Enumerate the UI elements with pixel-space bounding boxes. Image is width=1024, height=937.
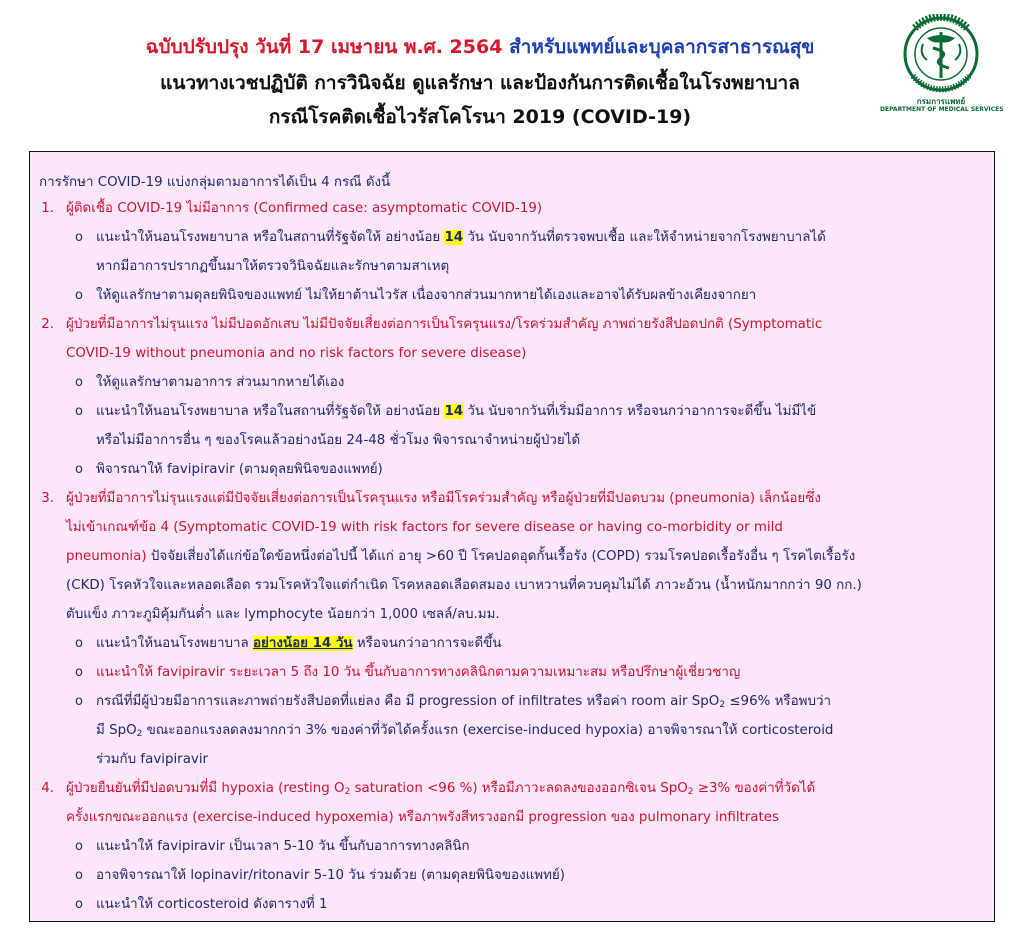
case-3-risk-factors-2: (CKD) โรคหัวใจและหลอดเลือด รวมโรคหัวใจแต่กำเนิด โรคหลอดเลือดสมอง เบาหวานที่ควบคุมไม่ได้ ภาวะอ้วน (น้ำหนักมากกว่า 90 กก.) [66,578,862,593]
header-line-2: แนวทางเวชปฏิบัติ การวินิจฉัย ดูแลรักษา และป้องกันการติดเชื้อในโรงพยาบาล [160,72,800,94]
bullet-icon: o [75,288,83,303]
case-3-bullet-3-cont2: ร่วมกับ favipiravir [96,752,209,767]
header-line-1 [0,32,960,62]
audience: สำหรับแพทย์และบุคลากรสาธารณสุข [509,36,815,58]
case-1-bullet-1-cont: หากมีอาการปรากฏขึ้นมาให้ตรวจวินิจฉัยและรักษาตามสาเหตุ [96,259,450,274]
case-2-bullet-2-cont: หรือไม่มีอาการอื่น ๆ ของโรคแล้วอย่างน้อย 24-48 ชั่วโมง พิจารณาจำหน่ายผู้ป่วยได้ [96,433,581,448]
header-line-3: กรณีโรคติดเชื้อไวรัสโคโรนา 2019 (COVID-19) [268,106,692,128]
bullet-icon: o [75,230,83,245]
bullet-icon: o [75,665,83,680]
case-3-risk-factors-1: pneumonia) ปัจจัยเสี่ยงได้แก่ข้อใดข้อหนึ่งต่อไปนี้ ได้แก่ อายุ >60 ปี โรคปอดอุดกั้นเรื้อรัง (COPD) รวมโรคปอดเรื้อรังอื่น ๆ โรคไตเรื้อรัง [66,549,856,564]
intro-text: การรักษา COVID-19 แบ่งกลุ่มตามอาการได้เป็น 4 กรณี ดังนี้ [39,175,391,190]
department-english-name: DEPARTMENT OF MEDICAL SERVICES [880,106,1004,113]
revision-date: ฉบับปรับปรุง วันที่ 17 เมษายน พ.ศ. 2564 [145,36,503,58]
bullet-icon: o [75,694,83,709]
case-3-heading-cont: ไม่เข้าเกณฑ์ข้อ 4 (Symptomatic COVID-19 with risk factors for severe disease or having co-morbidity or mild [66,520,783,535]
bullet-icon: o [75,404,83,419]
case-3-risk-factors-3: ตับแข็ง ภาวะภูมิคุ้มกันต่ำ และ lymphocyte น้อยกว่า 1,000 เซลล์/ลบ.มม. [66,607,500,622]
bullet-icon: o [75,462,83,477]
bullet-icon: o [75,897,83,912]
bullet-icon: o [75,375,83,390]
case-4-heading-cont: ครั้งแรกขณะออกแรง (exercise-induced hypoxemia) หรือภาพรังสีทรวงอกมี progression ของ pulmonary infiltrates [66,810,779,825]
document-header [0,0,1024,150]
case-3-bullet-3-cont: มี SpO2 ขณะออกแรงลดลงมากกว่า 3% ของค่าที่วัดได้ครั้งแรก (exercise-induced hypoxia) อาจพิจารณาให้ corticosteroid [96,723,834,739]
bullet-icon: o [75,868,83,883]
case-2-heading-cont: COVID-19 without pneumonia and no risk factors for severe disease) [66,346,527,361]
bullet-icon: o [75,839,83,854]
bullet-icon: o [75,636,83,651]
department-thai-name: กรมการแพทย์ [916,97,966,106]
treatment-guideline-box: การรักษา COVID-19 แบ่งกลุ่มตามอาการได้เป็น 4 กรณี ดังนี้ 1. ผู้ติดเชื้อ COVID-19 ไม่มีอาการ (Confirmed case: asymptomatic COVID-19) o แนะนำให้นอนโรงพยาบาล หรือในสถานที่รัฐจัดให้ อย่างน้อย 14 วัน นับจากวันที่ตรวจพบเชื้อ และให้จำหน่ายจากโรงพยาบาลได้ หากมีอาการปรากฏขึ้นมาให้ตรวจวินิจฉัยและรักษาตามสาเหตุ o ให้ดูแลรักษาตามดุลยพินิจของแพทย์ ไม่ให้ยาต้านไวรัส เนื่องจากส่วนมากหายได้เองและอาจได้รับผลข้างเคียงจากยา 2. ผู้ป่วยที่มีอาการไม่รุนแรง ไม่มีปอดอักเสบ ไม่มีปัจจัยเสี่ยงต่อการเป็นโรครุนแรง/โรคร่วมสำคัญ ภาพถ่ายรังสีปอดปกติ (Symptomatic COVID-19 without pneumonia and no risk factors for severe disease) o ให้ดูแลรักษาตามอาการ ส่วนมากหายได้เอง o แนะนำให้นอนโรงพยาบาล หรือในสถานที่รัฐจัดให้ อย่างน้อย 14 วัน นับจากวันที่เริ่มมีอาการ หรือจนกว่าอาการจะดีขึ้น ไม่มีไข้ หรือไม่มีอาการอื่น ๆ ของโรคแล้วอย่างน้อย 24-48 ชั่วโมง พิจารณาจำหน่ายผู้ป่วยได้ o พิจารณาให้ favipiravir (ตามดุลยพินิจของแพทย์) 3. ผู้ป่วยที่มีอาการไม่รุนแรงแต่มีปัจจัยเสี่ยงต่อการเป็นโรครุนแรง หรือมีโรคร่วมสำคัญ หรือผู้ป่วยที่มีปอดบวม (pneumonia) เล็กน้อยซึ่ง ไม่เข้าเกณฑ์ข้อ 4 (Symptomatic COVID-19 with risk factors for severe disease or having co-morbidity or mild pneumonia) ปัจจัยเสี่ยงได้แก่ข้อใดข้อหนึ่งต่อไปนี้ ได้แก่ อายุ >60 ปี โรคปอดอุดกั้นเรื้อรัง (COPD) รวมโรคปอดเรื้อรังอื่น ๆ โรคไตเรื้อรัง (CKD) โรคหัวใจและหลอดเลือด รวมโรคหัวใจแต่กำเนิด โรคหลอดเลือดสมอง เบาหวานที่ควบคุมไม่ได้ ภาวะอ้วน (น้ำหนักมากกว่า 90 กก.) ตับแข็ง ภาวะภูมิคุ้มกันต่ำ และ lymphocyte น้อยกว่า 1,000 เซลล์/ลบ.มม. o แนะนำให้นอนโรงพยาบาล อย่างน้อย 14 วัน หรือจนกว่าอาการจะดีขึ้น o แนะนำให้ favipiravir ระยะเวลา 5 ถึง 10 วัน ขึ้นกับอาการทางคลินิกตามความเหมาะสม หรือปรึกษาผู้เชี่ยวชาญ o กรณีที่มีผู้ป่วยมีอาการและภาพถ่ายรังสีปอดที่แย่ลง คือ มี progression of infiltrates หรือค่า room air SpO2 ≤96% หรือพบว่า มี SpO2 ขณะออกแรงลดลงมากกว่า 3% ของค่าที่วัดได้ครั้งแรก (exercise-induced hypoxia) อาจพิจารณาให้ corticosteroid ร่วมกับ favipiravir 4. ผู้ป่วยยืนยันที่มีปอดบวมที่มี hypoxia (resting O2 saturation <96 %) หรือมีภาวะลดลงของออกซิเจน SpO2 ≥3% ของค่าที่วัดได้ ครั้งแรกขณะออกแรง (exercise-induced hypoxemia) หรือภาพรังสีทรวงอกมี progression ของ pulmonary infiltrates o แนะนำให้ favipiravir เป็นเวลา 5-10 วัน ขึ้นกับอาการทางคลินิก o อาจพิจารณาให้ lopinavir/ritonavir 5-10 วัน ร่วมด้วย (ตามดุลยพินิจของแพทย์) o แนะนำให้ corticosteroid ดังตารางที่ 1 [29,151,995,922]
